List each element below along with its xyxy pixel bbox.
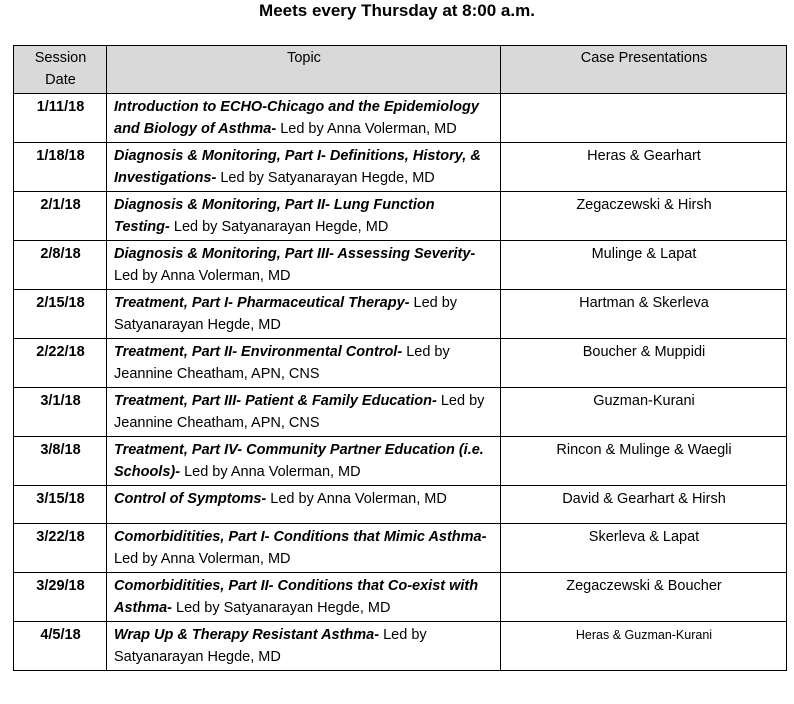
table-row	[14, 339, 787, 388]
header-case-presentations: Case Presentations	[501, 46, 787, 94]
topic-leader: Led by Satyanarayan Hegde, MD	[169, 219, 389, 235]
session-date: 1/11/18	[14, 94, 107, 143]
case-presentations: Boucher & Muppidi	[501, 339, 787, 388]
topic-leader: Led by Anna Volerman, MD	[114, 268, 291, 284]
case-presentations: Zegaczewski & Hirsh	[501, 192, 787, 241]
table-row	[14, 388, 787, 437]
session-topic	[107, 143, 501, 192]
topic-title: Treatment, Part I- Pharmaceutical Therapy-	[114, 295, 410, 311]
topic-title: Diagnosis & Monitoring, Part III- Assessing Severity-	[114, 246, 476, 262]
session-topic	[107, 339, 501, 388]
topic-title: Diagnosis & Monitoring, Part II- Lung Function Testing-	[114, 197, 435, 235]
schedule-title: Meets every Thursday at 8:00 a.m.	[259, 1, 535, 20]
topic-title: Wrap Up & Therapy Resistant Asthma-	[114, 627, 380, 643]
session-topic	[107, 573, 501, 622]
table-row	[14, 94, 787, 143]
session-date: 3/29/18	[14, 573, 107, 622]
session-topic	[107, 94, 501, 143]
topic-leader: Led by Anna Volerman, MD	[180, 464, 361, 480]
topic-title: Comorbiditities, Part II- Conditions that Co-exist with Asthma-	[114, 578, 479, 616]
session-date: 1/18/18	[14, 143, 107, 192]
table-row	[14, 622, 787, 671]
session-date: 3/22/18	[14, 524, 107, 573]
session-topic	[107, 622, 501, 671]
topic-leader: Led by Satyanarayan Hegde, MD	[172, 600, 391, 616]
table-row	[14, 143, 787, 192]
session-topic	[107, 290, 501, 339]
topic-title: Comorbiditities, Part I- Conditions that Mimic Asthma-	[114, 529, 487, 545]
topic-leader: Led by Anna Volerman, MD	[266, 491, 447, 507]
topic-title: Treatment, Part II- Environmental Control-	[114, 344, 403, 360]
session-date: 3/1/18	[14, 388, 107, 437]
topic-leader: Led by Jeannine Cheatham, APN, CNS	[114, 393, 485, 431]
table-row	[14, 486, 787, 524]
session-topic	[107, 486, 501, 524]
session-date: 2/15/18	[14, 290, 107, 339]
case-presentations: Skerleva & Lapat	[501, 524, 787, 573]
table-row	[14, 573, 787, 622]
session-schedule-table	[13, 45, 787, 671]
table-row	[14, 192, 787, 241]
case-presentations: Guzman-Kurani	[501, 388, 787, 437]
topic-title: Treatment, Part III- Patient & Family Education-	[114, 393, 437, 409]
case-presentations: Heras & Guzman-Kurani	[501, 622, 787, 671]
session-date: 2/8/18	[14, 241, 107, 290]
case-presentations: Zegaczewski & Boucher	[501, 573, 787, 622]
table-row	[14, 290, 787, 339]
session-date: 2/1/18	[14, 192, 107, 241]
session-date: 3/8/18	[14, 437, 107, 486]
case-presentations: Hartman & Skerleva	[501, 290, 787, 339]
session-date: 2/22/18	[14, 339, 107, 388]
case-presentations: Mulinge & Lapat	[501, 241, 787, 290]
case-presentations	[501, 94, 787, 143]
topic-leader: Led by Satyanarayan Hegde, MD	[114, 295, 458, 333]
session-date: 4/5/18	[14, 622, 107, 671]
topic-title: Treatment, Part IV- Community Partner Education (i.e. Schools)-	[114, 442, 484, 480]
case-presentations: David & Gearhart & Hirsh	[501, 486, 787, 524]
session-topic	[107, 524, 501, 573]
session-topic	[107, 437, 501, 486]
session-date: 3/15/18	[14, 486, 107, 524]
case-presentations: Heras & Gearhart	[501, 143, 787, 192]
header-session-date: Session Date	[14, 46, 107, 94]
session-topic	[107, 241, 501, 290]
topic-title: Introduction to ECHO-Chicago and the Epidemiology and Biology of Asthma-	[114, 99, 479, 137]
topic-leader: Led by Satyanarayan Hegde, MD	[216, 170, 435, 186]
header-topic: Topic	[107, 46, 501, 94]
topic-leader: Led by Anna Volerman, MD	[276, 121, 457, 137]
table-row	[14, 241, 787, 290]
case-presentations: Rincon & Mulinge & Waegli	[501, 437, 787, 486]
topic-title: Control of Symptoms-	[114, 491, 267, 507]
table-row	[14, 524, 787, 573]
topic-title: Diagnosis & Monitoring, Part I- Definitions, History, & Investigations-	[114, 148, 481, 186]
session-topic	[107, 192, 501, 241]
table-row	[14, 437, 787, 486]
topic-leader: Led by Jeannine Cheatham, APN, CNS	[114, 344, 450, 382]
topic-leader: Led by Satyanarayan Hegde, MD	[114, 627, 427, 665]
table-header-row	[14, 46, 787, 94]
topic-leader: Led by Anna Volerman, MD	[114, 551, 291, 567]
session-topic	[107, 388, 501, 437]
